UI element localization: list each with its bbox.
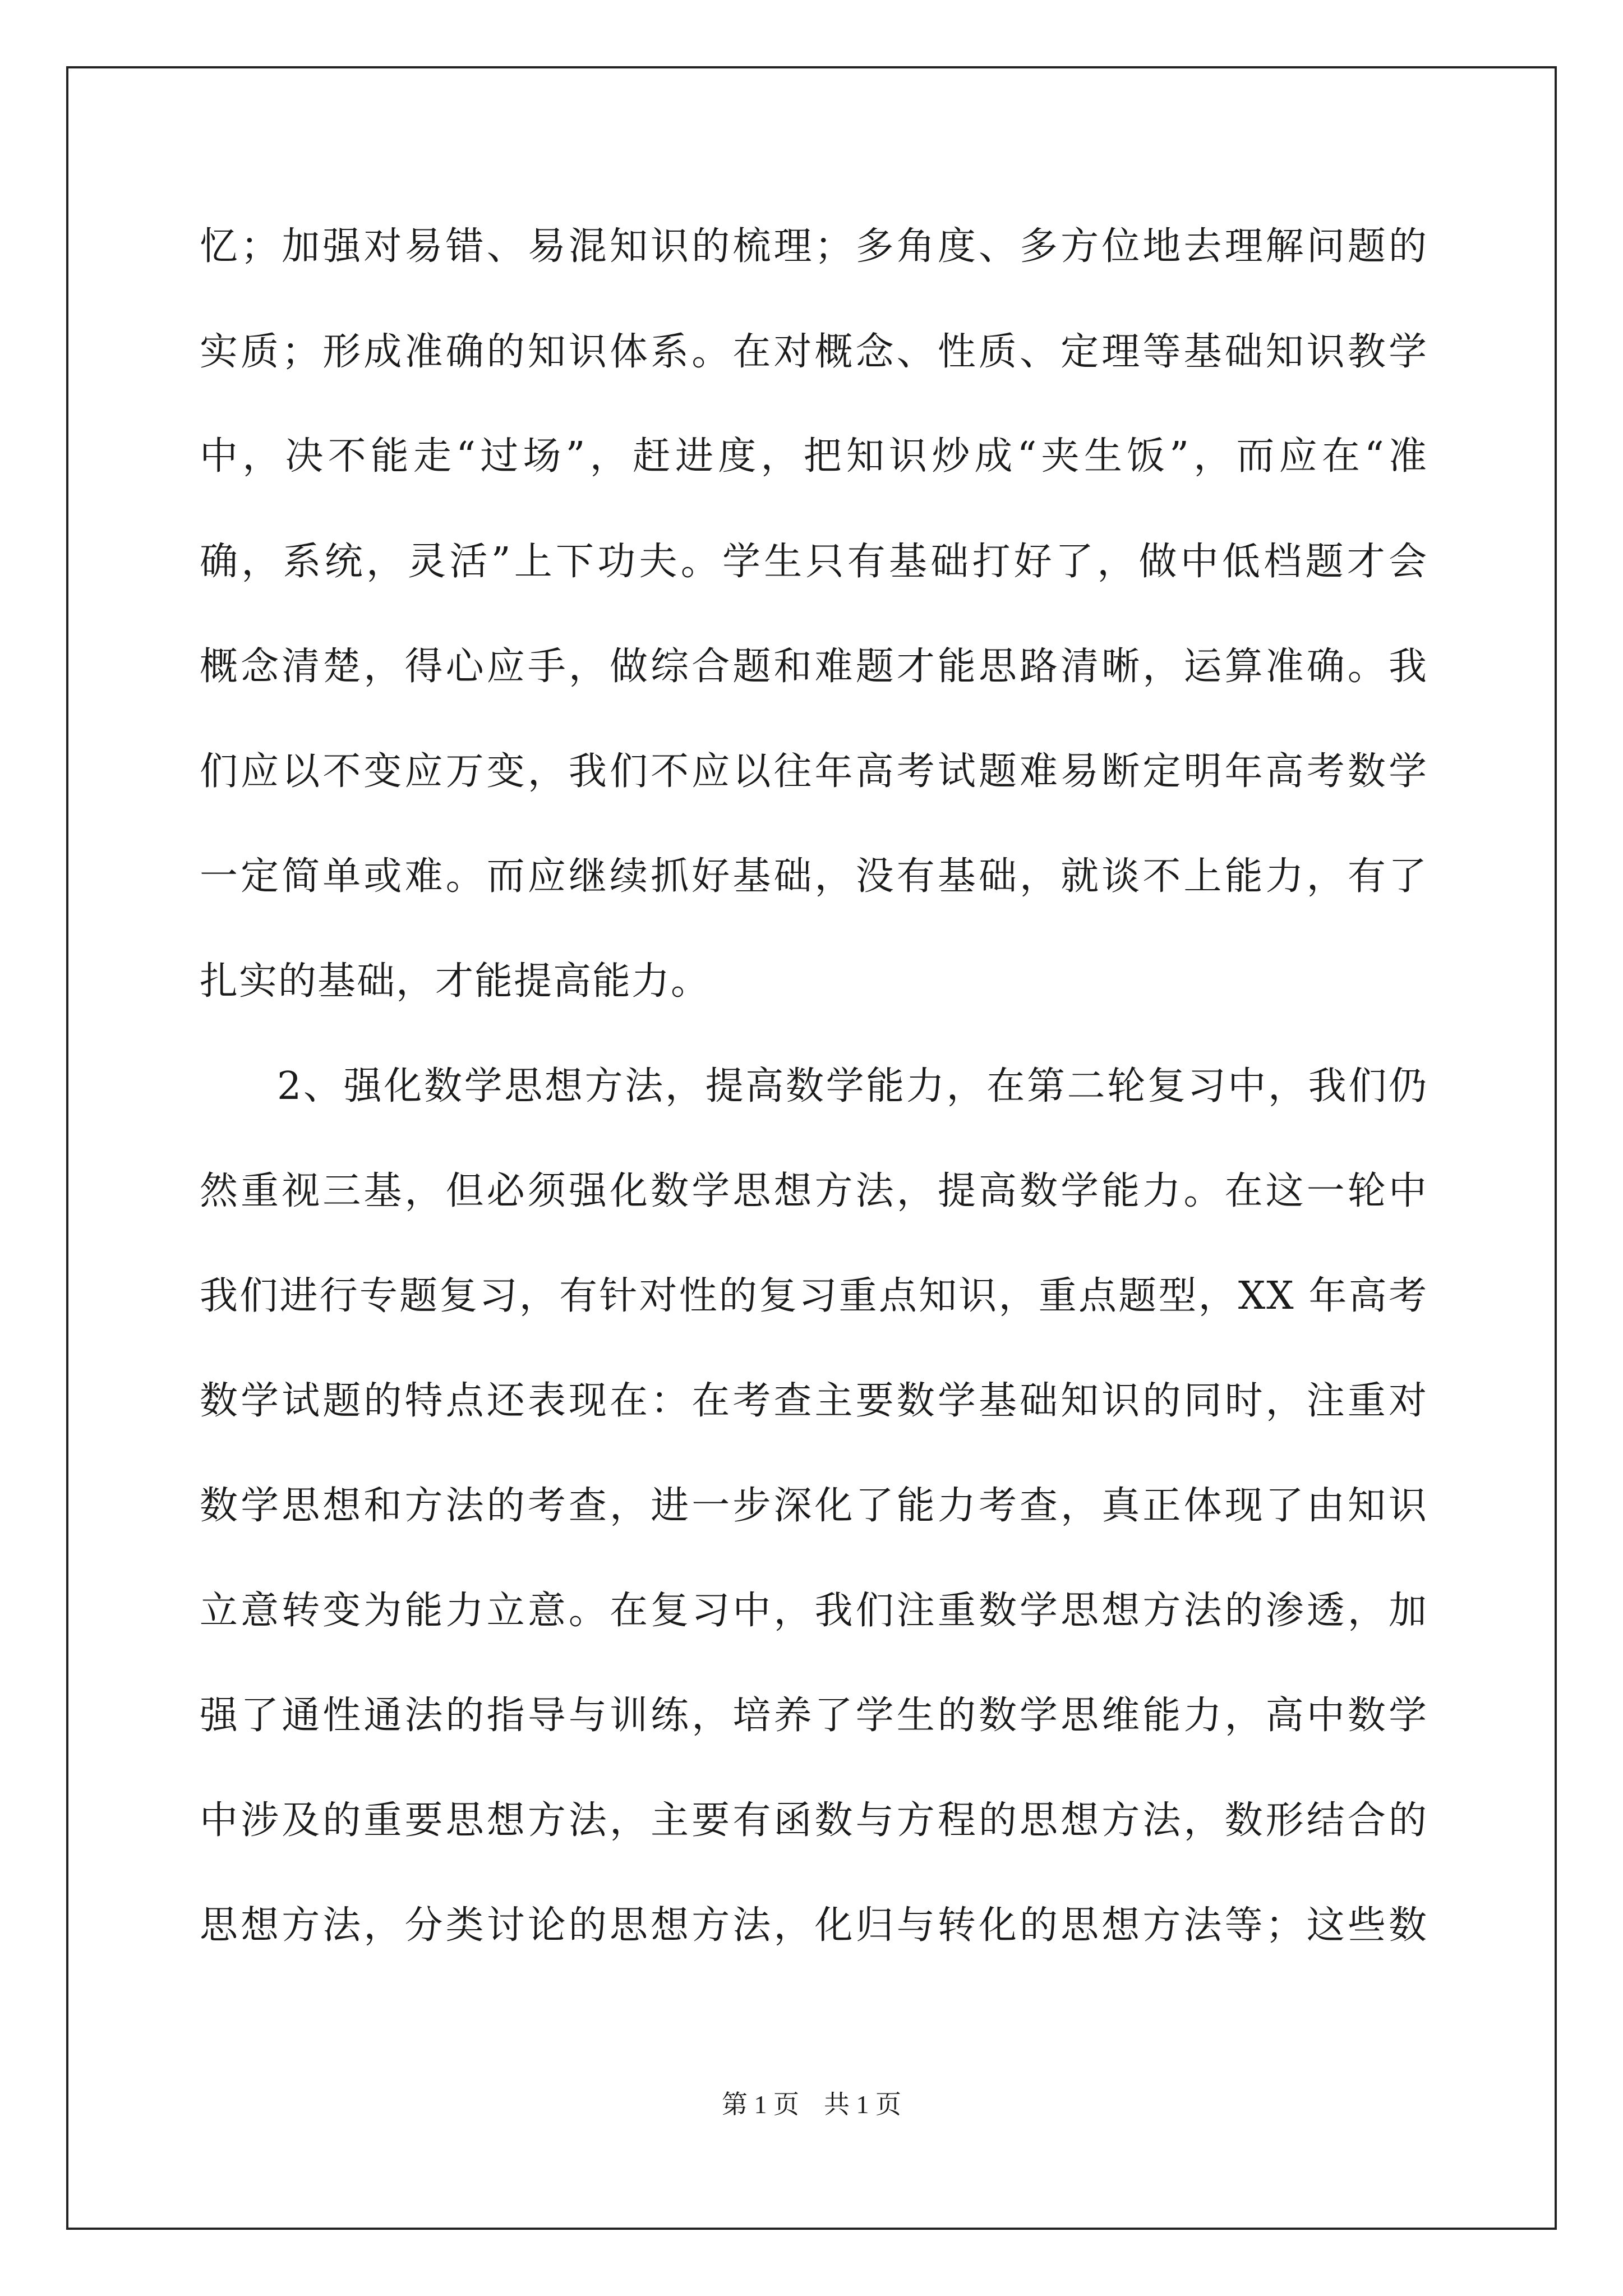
text-line: 强了通性通法的指导与训练，培养了学生的数学思维能力，高中数学: [200, 1694, 1428, 1738]
page-number: 第 1 页: [722, 2090, 799, 2119]
text-line: 我们进行专题复习，有针对性的复习重点知识，重点题型，XX 年高考: [200, 1274, 1428, 1318]
text-line: 确，系统，灵活”上下功夫。学生只有基础打好了，做中低档题才会: [200, 540, 1428, 584]
text-line: 们应以不变应万变，我们不应以往年高考试题难易断定明年高考数学: [200, 749, 1428, 794]
text-line: 实质；形成准确的知识体系。在对概念、性质、定理等基础知识教学: [200, 330, 1428, 374]
text-line: 然重视三基，但必须强化数学思想方法，提高数学能力。在这一轮中: [200, 1169, 1428, 1213]
text-line: 数学试题的特点还表现在：在考查主要数学基础知识的同时，注重对: [200, 1379, 1428, 1423]
text-line: 思想方法，分类讨论的思想方法，化归与转化的思想方法等；这些数: [200, 1903, 1428, 1948]
page-footer: [0, 2088, 1623, 2122]
text-line: 忆；加强对易错、易混知识的梳理；多角度、多方位地去理解问题的: [200, 224, 1428, 269]
text-line: 立意转变为能力立意。在复习中，我们注重数学思想方法的渗透，加: [200, 1589, 1428, 1633]
text-line: 概念清楚，得心应手，做综合题和难题才能思路清晰，运算准确。我: [200, 645, 1428, 689]
paragraph-first-line: 2、强化数学思想方法，提高数学能力，在第二轮复习中，我们仍: [277, 1064, 1428, 1108]
text-line: 数学思想和方法的考查，进一步深化了能力考查，真正体现了由知识: [200, 1484, 1428, 1528]
page-total: 共 1 页: [824, 2090, 901, 2119]
text-line: 中，决不能走“过场”，赶进度，把知识炒成“夹生饭”，而应在“准: [200, 434, 1428, 478]
text-line: 中涉及的重要思想方法，主要有函数与方程的思想方法，数形结合的: [200, 1798, 1428, 1843]
text-line: 一定简单或难。而应继续抓好基础，没有基础，就谈不上能力，有了: [200, 854, 1428, 899]
text-line: 扎实的基础，才能提高能力。: [200, 959, 711, 1004]
